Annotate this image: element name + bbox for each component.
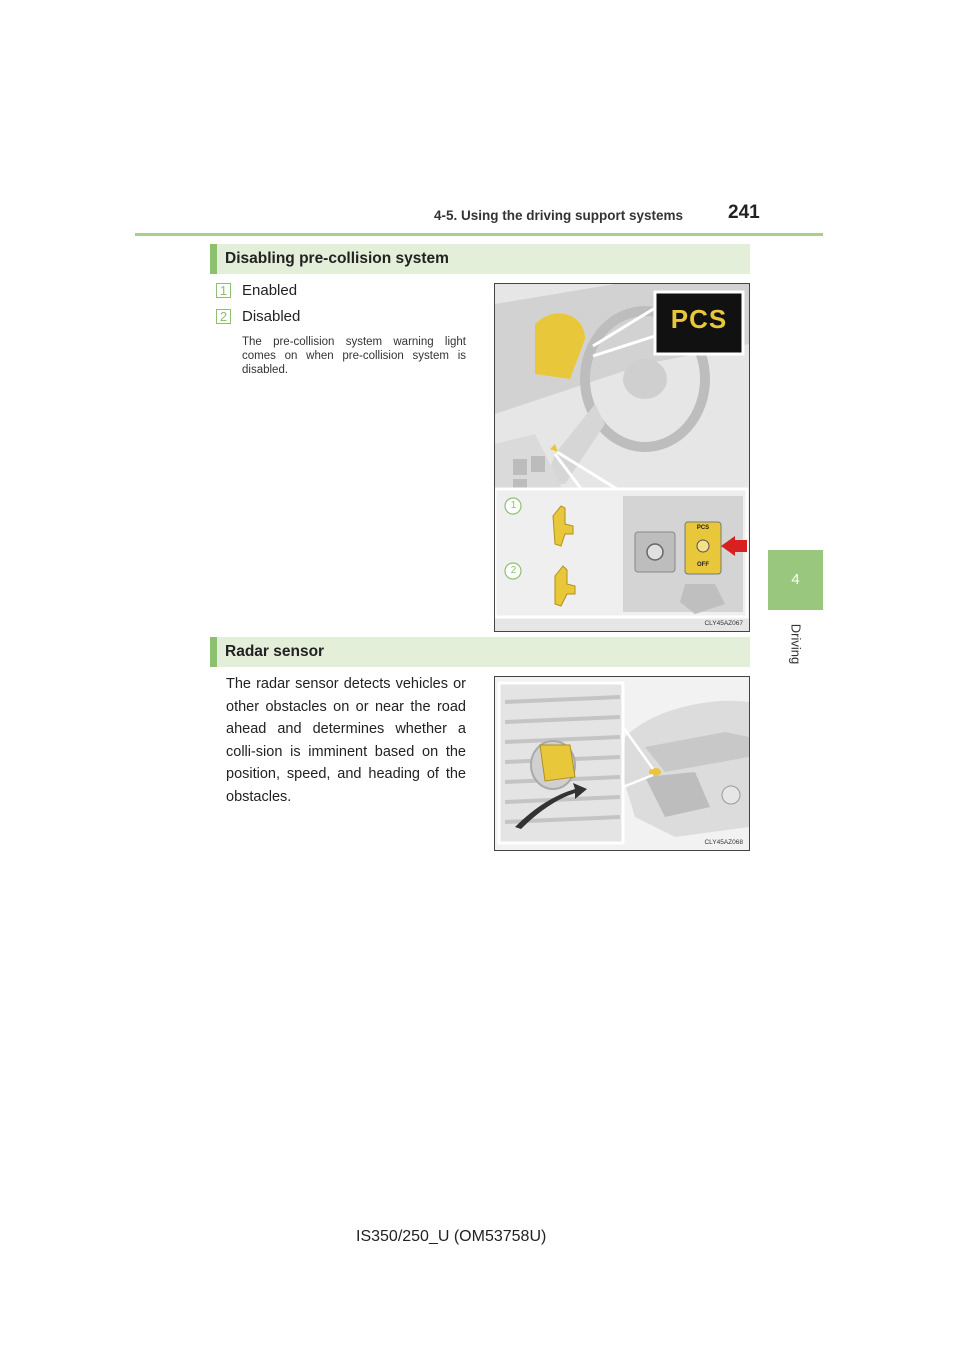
- item-number-1: 1: [216, 283, 231, 298]
- callout-2: 2: [510, 565, 517, 576]
- pcs-button-bottom-label: OFF: [697, 562, 709, 568]
- radar-sensor-description: The radar sensor detects vehicles or other obstacles on or near the road ahead and determines whether a colli-sion is imminent based on the position, speed, and heading of the obstacles.: [226, 676, 466, 805]
- pcs-indicator-text: PCS: [670, 304, 728, 334]
- item-label-disabled: Disabled: [242, 308, 301, 325]
- item-number-2: 2: [216, 309, 231, 324]
- section-heading-radar-sensor: Radar sensor: [210, 637, 750, 667]
- warning-light-note: The pre-collision system warning light comes on when pre-collision system is disabled.: [242, 336, 466, 376]
- callout-1: 1: [510, 500, 517, 511]
- chapter-title: 4-5. Using the driving support systems: [434, 208, 684, 223]
- section-heading-disabling-pcs: Disabling pre-collision system: [210, 244, 750, 274]
- cockpit-drawing: [495, 284, 749, 631]
- page-number: 241: [728, 202, 760, 223]
- chapter-tab-label: [772, 614, 820, 674]
- figure-code: CLY45AZ068: [704, 839, 743, 846]
- chapter-tab[interactable]: 4: [768, 550, 823, 610]
- pcs-button-top-label: PCS: [696, 525, 710, 531]
- item-label-enabled: Enabled: [242, 282, 298, 299]
- footer-model-code: IS350/250_U (OM53758U): [356, 1228, 547, 1245]
- radar-sensor-illustration: [494, 676, 750, 851]
- figure-code: CLY45AZ067: [704, 620, 743, 627]
- chapter-tab-label-text: Driving: [788, 623, 804, 665]
- pcs-switch-illustration: [494, 283, 750, 632]
- header-rule: [135, 233, 823, 236]
- grille-drawing: [495, 677, 749, 850]
